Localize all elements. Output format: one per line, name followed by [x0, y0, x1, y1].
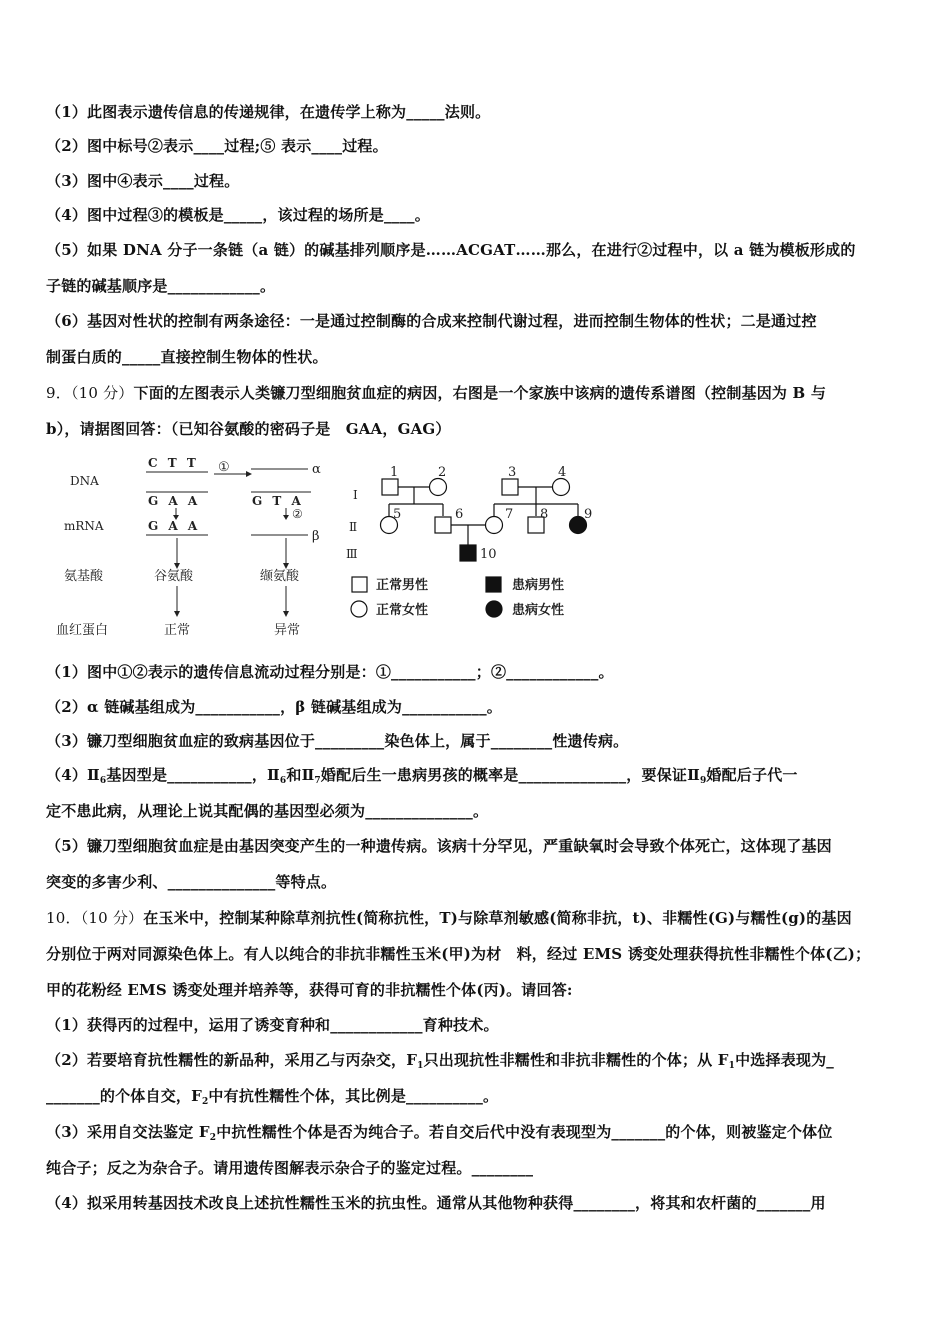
pedigree-number-8: 8: [540, 507, 549, 522]
q10-item-3-text-b: 中抗性糯性个体是否为纯合子。若自交后代中没有表现型为_______的个体，则被鉴定个体位: [216, 1123, 833, 1141]
step-2-arrowhead: [283, 515, 289, 520]
q10-stem-line-1: [46, 908, 852, 928]
legend-affected-male-label: 患病男性: [512, 578, 565, 593]
hb-normal: 正常: [164, 623, 191, 638]
pedigree-number-3: 3: [508, 465, 517, 480]
generation-III-label: Ⅲ: [346, 547, 358, 561]
q8-item-6-line-1: （6）基因对性状的控制有两条途径：一是通过控制酶的合成来控制代谢过程，进而控制生物体的性状；二是通过控: [46, 312, 817, 330]
alpha-label: α: [312, 462, 321, 477]
pedigree-number-7: 7: [505, 507, 514, 522]
pedigree-number-9: 9: [584, 507, 593, 522]
legend-normal-male-label: 正常男性: [376, 578, 429, 593]
q10-item-2-text-e: 中有抗性糯性个体，其比例是__________。: [208, 1087, 499, 1105]
q8-item-4: （4）图中过程③的模板是_____，该过程的场所是____。: [46, 206, 430, 224]
q10-item-2-text-a: （2）若要培育抗性糯性的新品种，采用乙与丙杂交，F: [46, 1051, 418, 1069]
q10-item-2-text-d: _______的个体自交，F: [46, 1087, 202, 1105]
q10-number: 10．: [46, 909, 81, 927]
q8-item-5-line-2: 子链的碱基顺序是____________。: [46, 277, 276, 295]
pedigree-number-10: 10: [480, 547, 497, 562]
label-hemoglobin: 血红蛋白: [56, 623, 109, 638]
q9-item-4-text-d: 婚配后生一患病男孩的概率是______________，要保证Ⅱ: [320, 766, 700, 784]
aa-mutant: 缬氨酸: [260, 569, 300, 584]
q10-score: （10 分）: [80, 909, 144, 927]
q9-item-4-line-1: [46, 765, 798, 791]
beta-label: β: [312, 529, 320, 544]
mutant-dna-bottom: G T A: [252, 494, 304, 508]
subscript: 6: [99, 776, 107, 786]
subscript: 6: [279, 776, 287, 786]
pedigree-individual-6: [435, 517, 451, 533]
q9-figure: [46, 452, 606, 652]
pedigree-number-4: 4: [558, 465, 567, 480]
mrna-strand: G A A: [148, 519, 201, 533]
pedigree-number-5: 5: [393, 507, 402, 522]
q9-item-5-line-2: 突变的多害少利、______________等特点。: [46, 873, 337, 891]
pedigree-number-6: 6: [455, 507, 464, 522]
pedigree-individual-4: [553, 479, 570, 496]
pedigree-chart: [351, 479, 587, 618]
hb-abnormal: 异常: [274, 623, 301, 638]
legend-normal-male-symbol: [352, 577, 367, 592]
pedigree-number-2: 2: [438, 465, 447, 480]
pedigree-number-1: 1: [390, 465, 399, 480]
subscript: 2: [201, 1097, 209, 1107]
q9-item-4-text-a: （4）Ⅱ: [46, 766, 100, 784]
hb-arrowhead-mutant: [283, 611, 289, 617]
q9-item-4-text-c: 和Ⅱ: [286, 766, 315, 784]
aa-normal: 谷氨酸: [154, 569, 194, 584]
label-amino-acid: 氨基酸: [64, 569, 104, 584]
q10-item-1: （1）获得丙的过程中，运用了诱变育种和____________育种技术。: [46, 1016, 499, 1034]
generation-II-label: Ⅱ: [349, 520, 358, 534]
q8-item-3: （3）图中④表示____过程。: [46, 172, 240, 190]
q8-item-1: （1）此图表示遗传信息的传递规律，在遗传学上称为_____法则。: [46, 103, 491, 121]
legend-affected-female-symbol: [486, 601, 502, 617]
q10-item-3-text-a: （3）采用自交法鉴定 F: [46, 1123, 210, 1141]
q8-item-6-line-2: 制蛋白质的_____直接控制生物体的性状。: [46, 348, 328, 366]
q9-number: 9．: [46, 384, 71, 402]
subscript: 2: [209, 1133, 217, 1143]
q9-item-2: （2）α 链碱基组成为___________，β 链碱基组成为___________。: [46, 698, 502, 716]
label-mrna: mRNA: [64, 519, 104, 533]
q10-item-2-line-1: [46, 1050, 834, 1076]
q9-item-4-text-b: 基因型是___________，Ⅱ: [106, 766, 280, 784]
q10-item-3-line-1: [46, 1122, 833, 1148]
dna-top-strand: C T T: [148, 456, 199, 470]
q9-item-4-text-e: 婚配后子代一: [706, 766, 798, 784]
label-dna: DNA: [70, 474, 99, 488]
q9-item-5-line-1: （5）镰刀型细胞贫血症是由基因突变产生的一种遗传病。该病十分罕见，严重缺氧时会导致个体死亡，这体现了基因: [46, 837, 832, 855]
legend-affected-female-label: 患病女性: [512, 603, 565, 618]
q8-item-5-line-1: （5）如果 DNA 分子一条链（a 链）的碱基排列顺序是……ACGAT……那么，在进行②过程中，以 a 链为模板形成的: [46, 241, 856, 259]
q10-item-3-line-2: 纯合子；反之为杂合子。请用遗传图解表示杂合子的鉴定过程。________: [46, 1159, 534, 1177]
q9-stem-text: 下面的左图表示人类镰刀型细胞贫血症的病因，右图是一个家族中该病的遗传系谱图（控制基因为 B 与: [133, 384, 827, 402]
subscript: 1: [417, 1061, 424, 1071]
q9-item-4-line-2: 定不患此病，从理论上说其配偶的基因型必须为______________。: [46, 802, 489, 820]
pedigree-individual-3: [502, 479, 518, 495]
q10-stem-text: 在玉米中，控制某种除草剂抗性(简称抗性，T)与除草剂敏感(简称非抗，t)、非糯性(G)与糯性(g)的基因: [143, 909, 852, 927]
q9-stem-line-2: b），请据图回答：（已知谷氨酸的密码子是 GAA，GAG）: [46, 420, 451, 438]
hb-arrowhead-normal: [174, 611, 180, 617]
dna-bottom-strand: G A A: [148, 494, 201, 508]
pedigree-individual-7: [486, 517, 503, 534]
q10-item-4: （4）拟采用转基因技术改良上述抗性糯性玉米的抗虫性。通常从其他物种获得________，将其和农杆菌的_______用: [46, 1194, 826, 1212]
subscript: 9: [699, 776, 707, 786]
q9-score: （10 分）: [70, 384, 134, 402]
mutation-arrowhead: [246, 471, 252, 477]
pedigree-individual-10: [460, 545, 476, 561]
q10-stem-line-2: 分别位于两对同源染色体上。有人以纯合的非抗非糯性玉米(甲)为材 料，经过 EMS 诱变处理获得抗性非糯性个体(乙)；: [46, 945, 871, 963]
legend-normal-female-symbol: [351, 601, 367, 617]
step-2-marker: ②: [292, 507, 303, 521]
step-1-marker: ①: [218, 460, 230, 475]
q10-item-2-text-c: 中选择表现为_: [735, 1051, 835, 1069]
q10-stem-line-3: 甲的花粉经 EMS 诱变处理并培养等，获得可育的非抗糯性个体(丙)。请回答:: [46, 981, 573, 999]
q9-item-1: （1）图中①②表示的遗传信息流动过程分别是：①___________；②____________。: [46, 663, 614, 681]
pedigree-individual-2: [430, 479, 447, 496]
generation-I-label: Ⅰ: [353, 488, 358, 502]
legend-normal-female-label: 正常女性: [376, 603, 429, 618]
subscript: 1: [728, 1061, 736, 1071]
q9-item-3: （3）镰刀型细胞贫血症的致病基因位于_________染色体上，属于________性遗传病。: [46, 732, 629, 750]
q8-item-2: （2）图中标号②表示____过程;⑤ 表示____过程。: [46, 137, 388, 155]
subscript: 7: [314, 776, 321, 786]
q10-item-2-line-2: [46, 1086, 498, 1112]
pedigree-individual-1: [382, 479, 398, 495]
q10-item-2-text-b: 只出现抗性非糯性和非抗非糯性的个体；从 F: [423, 1051, 729, 1069]
q9-stem-line-1: [46, 383, 826, 403]
legend-affected-male-symbol: [486, 577, 501, 592]
